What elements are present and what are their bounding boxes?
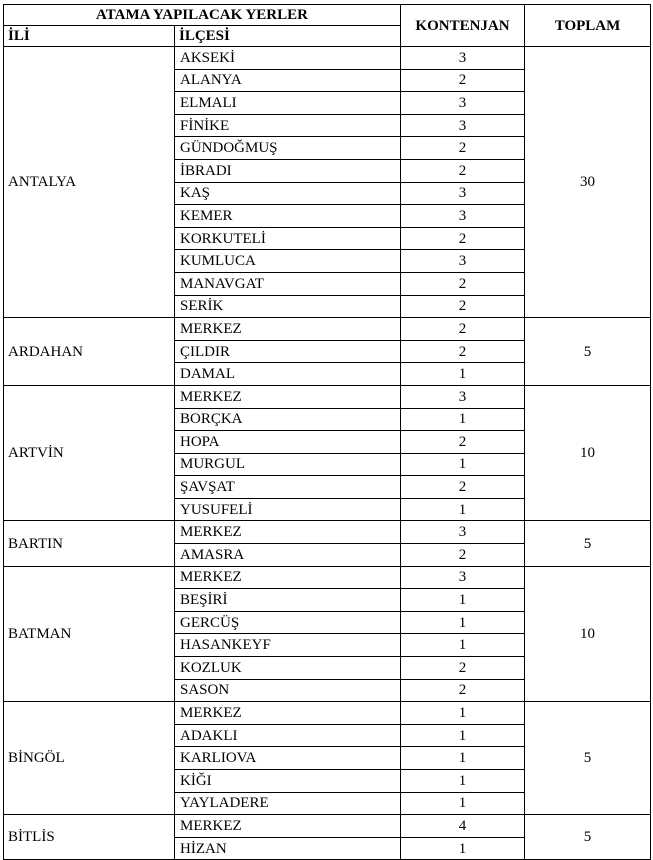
district-name: DAMAL	[175, 363, 401, 386]
district-quota: 3	[401, 205, 525, 228]
district-quota: 2	[401, 679, 525, 702]
district-name: MERKEZ	[175, 385, 401, 408]
district-quota: 1	[401, 408, 525, 431]
district-name: MERKEZ	[175, 702, 401, 725]
table-row	[4, 702, 651, 725]
district-name: GERCÜŞ	[175, 611, 401, 634]
province-total: 5	[525, 815, 651, 860]
province-total: 10	[525, 385, 651, 521]
district-name: YAYLADERE	[175, 792, 401, 815]
province-name: ARDAHAN	[4, 318, 175, 386]
district-name: İBRADI	[175, 159, 401, 182]
district-quota: 1	[401, 770, 525, 793]
table-body	[4, 47, 651, 860]
district-quota: 2	[401, 69, 525, 92]
district-name: SASON	[175, 679, 401, 702]
district-name: KUMLUCA	[175, 250, 401, 273]
province-name: ARTVİN	[4, 385, 175, 521]
district-name: KORKUTELİ	[175, 227, 401, 250]
province-name: BİNGÖL	[4, 702, 175, 815]
province-name: BİTLİS	[4, 815, 175, 860]
header-atama-yapilacak-yerler: ATAMA YAPILACAK YERLER	[4, 5, 401, 26]
district-name: SERİK	[175, 295, 401, 318]
district-quota: 1	[401, 837, 525, 860]
district-quota: 2	[401, 431, 525, 454]
district-quota: 1	[401, 363, 525, 386]
table-row	[4, 566, 651, 589]
district-name: AMASRA	[175, 544, 401, 567]
table-header	[4, 5, 651, 47]
district-name: BEŞİRİ	[175, 589, 401, 612]
district-quota: 3	[401, 250, 525, 273]
district-quota: 1	[401, 453, 525, 476]
district-quota: 3	[401, 114, 525, 137]
district-name: KARLIOVA	[175, 747, 401, 770]
district-name: KAŞ	[175, 182, 401, 205]
district-quota: 2	[401, 272, 525, 295]
district-name: YUSUFELİ	[175, 498, 401, 521]
district-quota: 1	[401, 498, 525, 521]
district-name: FİNİKE	[175, 114, 401, 137]
header-ilce: İLÇESİ	[175, 26, 401, 47]
province-total: 5	[525, 318, 651, 386]
province-name: BATMAN	[4, 566, 175, 702]
header-il: İLİ	[4, 26, 175, 47]
district-quota: 2	[401, 295, 525, 318]
header-row-top	[4, 5, 651, 26]
district-name: MANAVGAT	[175, 272, 401, 295]
district-quota: 3	[401, 521, 525, 544]
district-name: KEMER	[175, 205, 401, 228]
district-name: HASANKEYF	[175, 634, 401, 657]
district-name: ALANYA	[175, 69, 401, 92]
district-quota: 3	[401, 92, 525, 115]
district-name: GÜNDOĞMUŞ	[175, 137, 401, 160]
district-quota: 3	[401, 566, 525, 589]
province-total: 10	[525, 566, 651, 702]
district-quota: 1	[401, 792, 525, 815]
district-name: MERKEZ	[175, 318, 401, 341]
province-name: ANTALYA	[4, 47, 175, 318]
header-toplam: TOPLAM	[525, 5, 651, 47]
province-total: 5	[525, 521, 651, 566]
district-name: MERKEZ	[175, 815, 401, 838]
district-quota: 3	[401, 47, 525, 70]
province-total: 5	[525, 702, 651, 815]
district-quota: 4	[401, 815, 525, 838]
district-name: ŞAVŞAT	[175, 476, 401, 499]
province-name: BARTIN	[4, 521, 175, 566]
district-quota: 1	[401, 634, 525, 657]
district-quota: 2	[401, 159, 525, 182]
district-quota: 1	[401, 589, 525, 612]
district-name: KOZLUK	[175, 657, 401, 680]
district-name: MURGUL	[175, 453, 401, 476]
district-quota: 2	[401, 544, 525, 567]
district-quota: 2	[401, 137, 525, 160]
table-row	[4, 815, 651, 838]
district-quota: 2	[401, 657, 525, 680]
district-quota: 3	[401, 182, 525, 205]
district-name: ADAKLI	[175, 724, 401, 747]
header-kontenjan: KONTENJAN	[401, 5, 525, 47]
table-row	[4, 47, 651, 70]
province-total: 30	[525, 47, 651, 318]
table-row	[4, 521, 651, 544]
district-name: HOPA	[175, 431, 401, 454]
district-quota: 2	[401, 476, 525, 499]
district-name: KİĞI	[175, 770, 401, 793]
table-row	[4, 318, 651, 341]
district-quota: 1	[401, 702, 525, 725]
district-quota: 2	[401, 227, 525, 250]
district-quota: 2	[401, 340, 525, 363]
district-name: BORÇKA	[175, 408, 401, 431]
district-quota: 1	[401, 724, 525, 747]
table-row	[4, 385, 651, 408]
district-quota: 3	[401, 385, 525, 408]
assignment-table	[3, 4, 651, 860]
district-quota: 1	[401, 611, 525, 634]
district-name: AKSEKİ	[175, 47, 401, 70]
district-name: ELMALI	[175, 92, 401, 115]
district-quota: 2	[401, 318, 525, 341]
district-name: ÇILDIR	[175, 340, 401, 363]
district-quota: 1	[401, 747, 525, 770]
district-name: MERKEZ	[175, 566, 401, 589]
district-name: MERKEZ	[175, 521, 401, 544]
district-name: HİZAN	[175, 837, 401, 860]
